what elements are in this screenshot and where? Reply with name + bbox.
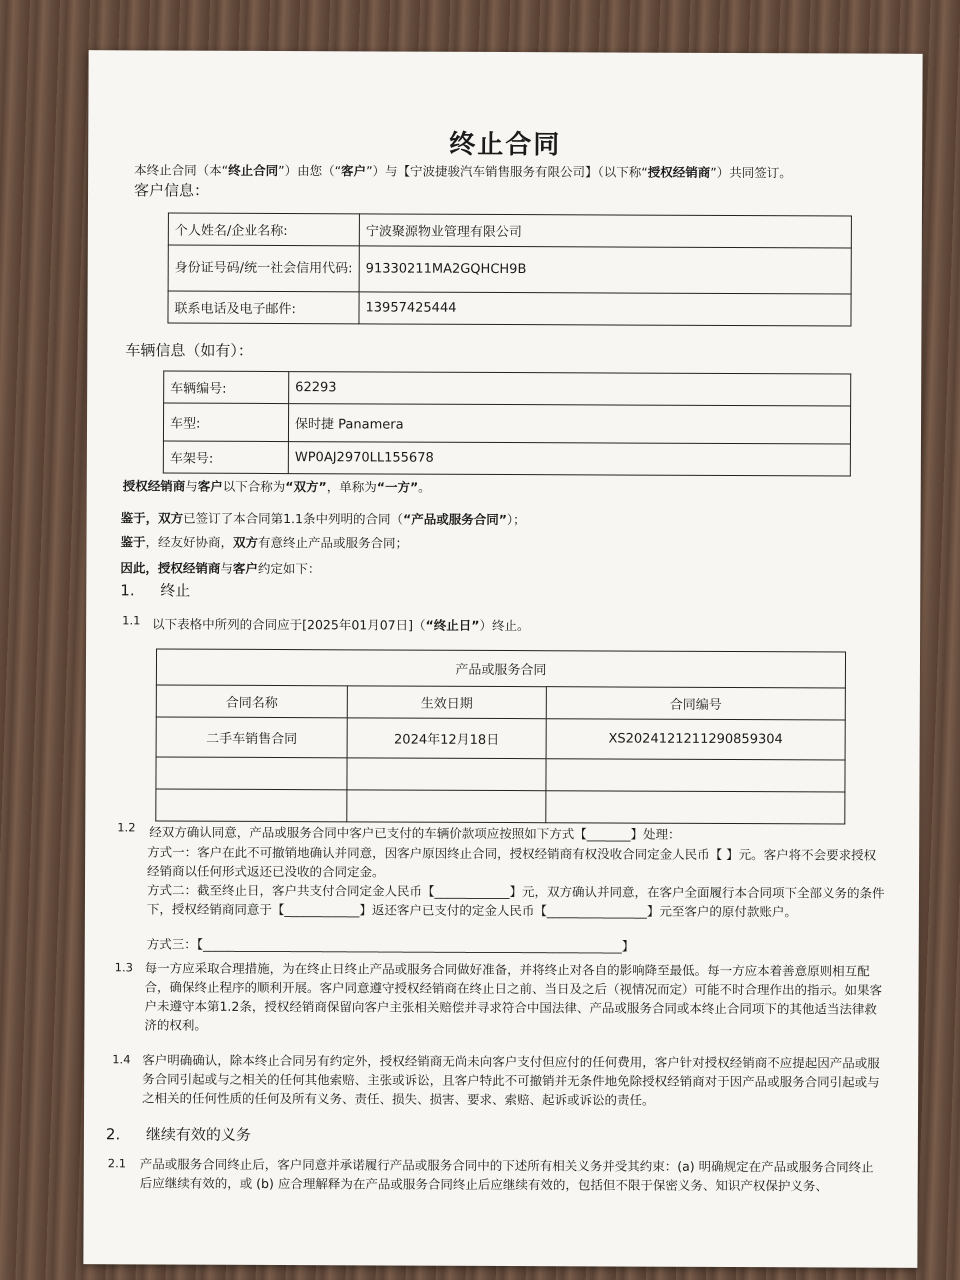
clause-number: 1.4 [112, 1052, 131, 1067]
therefore-line [120, 560, 320, 577]
section-1-number: 1. [120, 581, 135, 600]
page-title: 终止合同 [449, 129, 562, 161]
table-cell [156, 757, 347, 790]
table-cell: 二手车销售合同 [156, 717, 347, 758]
vehicle-value: WP0AJ2970LL155678 [288, 442, 850, 476]
intro-text: ”）由您（“ [278, 163, 342, 179]
whereas-1 [121, 510, 526, 528]
bold-term: 客户 [197, 478, 223, 494]
table-cell: XS2024121211290859304 [546, 719, 845, 760]
clause-2-1: 产品或服务合同终止后，客户同意并承诺履行产品或服务合同中的下述所有相关义务并受其约束：(a) 明确规定在产品或服务合同终止后应继续有效的，或 (b) 应合理解释为在产品或服务合同终止后应继续有效的，包括但不限于保密义务、知识产权保护义务、 [139, 1156, 874, 1194]
clause-number: 2.1 [107, 1156, 127, 1171]
clause-1-3: 每一方应采取合理措施，为在终止日终止产品或服务合同做好准备，并将终止对各自的影响降至最低。每一方应本着善意原则相互配合，确保终止程序的顺利开展。客户同意遵守授权经销商在终止日之前、当日及之后（视情况而定）可能不时合理作出的指示。如果客户未遵守本第1.2条，授权经销商保留向客户主张相关赔偿并寻求符合中国法律、产品或服务合同或本终止合同项下的其他适当法律救济的权利。 [144, 960, 883, 1033]
text-segment: 与 [220, 560, 233, 576]
text-segment: 。 [418, 479, 431, 495]
contract-table-caption: 产品或服务合同 [156, 649, 845, 688]
clause-1-2-way-2: 方式二：截至终止日，客户共支付合同定金人民币【____________】元，双方确认并同意，在客户全面履行本合同项下全部义务的条件下，授权经销商同意于【____________】返还客户已支付的定金人民币【________________】元至客户的原付款账户。 [146, 882, 885, 920]
vehicle-label: 车架号: [163, 441, 288, 474]
table-cell [546, 791, 845, 824]
clause-number: 1.2 [117, 820, 136, 835]
table-row [168, 213, 851, 248]
text-segment: ）； [506, 512, 526, 528]
clause-1-1 [152, 616, 529, 634]
customer-value: 宁波聚源物业管理有限公司 [359, 214, 851, 248]
clause-number: 1.1 [122, 613, 141, 628]
table-row [156, 717, 845, 760]
table-row [164, 371, 851, 406]
vehicle-value: 保时捷 Panamera [288, 404, 850, 444]
customer-value: 13957425444 [359, 292, 851, 326]
text-segment: 约定如下： [257, 560, 321, 577]
intro-bold: 终止合同 [228, 162, 279, 179]
table-cell [156, 789, 347, 822]
clause-1-2-way-3: 方式三：【___________________________________________________________________】 [146, 936, 635, 954]
bold-term: “一方” [376, 479, 419, 495]
intro-bold: 授权经销商 [647, 164, 711, 180]
table-row [168, 245, 851, 294]
bold-term: 授权经销商 [122, 478, 186, 494]
intro-text: 本终止合同（本“ [134, 162, 229, 178]
whereas-2 [120, 534, 408, 551]
vehicle-heading: 车辆信息（如有）： [125, 341, 253, 360]
column-header: 合同名称 [156, 685, 347, 718]
text-segment: 有意终止产品或服务合同； [258, 534, 409, 551]
intro-text: ”）与【宁波捷骏汽车销售服务有限公司】（以下称“ [366, 163, 648, 180]
section-2-title: 继续有效的义务 [145, 1125, 251, 1144]
vehicle-table [163, 371, 851, 477]
clause-number: 1.3 [114, 960, 133, 975]
table-row [163, 441, 850, 476]
vehicle-label: 车型: [163, 403, 288, 442]
clause-1-4: 客户明确确认，除本终止合同另有约定外，授权经销商无尚未向客户支付但应付的任何费用，客户针对授权经销商不应提起因产品或服务合同引起或与之相关的任何其他索赔、主张或诉讼，且客户特此不可撤销并无条件地免除授权经销商对于因产品或服务合同引起或与之相关的任何性质的任何及所有义务、责任、损失、损害、要求、索赔、起诉或诉讼的责任。 [142, 1052, 880, 1108]
customer-table [167, 213, 851, 327]
table-caption-row [156, 649, 845, 688]
vehicle-label: 车辆编号: [164, 371, 289, 404]
customer-label: 个人姓名/企业名称: [168, 213, 359, 246]
party-line [123, 478, 431, 495]
intro-bold: 客户 [341, 163, 367, 179]
text-segment: ，单称为 [326, 479, 377, 495]
bold-term: “终止日” [425, 617, 480, 633]
text-segment: 以下合称为 [222, 478, 286, 495]
table-row [156, 789, 845, 824]
customer-heading: 客户信息： [134, 181, 210, 200]
text-segment: 与 [185, 478, 198, 494]
table-row [156, 757, 845, 792]
contract-table [155, 648, 846, 824]
contract-page [83, 50, 922, 1268]
column-header: 生效日期 [347, 686, 546, 719]
table-cell [347, 758, 546, 791]
section-2-number: 2. [105, 1125, 121, 1144]
bold-term: “产品或服务合同” [402, 511, 507, 528]
table-cell [347, 790, 546, 823]
table-row [163, 403, 850, 444]
text-segment: ）终止。 [479, 617, 530, 634]
intro-line [134, 162, 792, 181]
column-header: 合同编号 [546, 687, 845, 720]
bold-term: 鉴于 [120, 534, 146, 550]
bold-term: 客户 [232, 560, 258, 576]
table-header-row [156, 685, 845, 720]
customer-value: 91330211MA2GQHCH9B [359, 246, 851, 294]
bold-term: 双方 [233, 534, 259, 550]
bold-term: “双方” [285, 479, 327, 495]
text-segment: 以下表格中所列的合同应于[2025年01月07日]（ [152, 616, 426, 633]
table-cell: 2024年12月18日 [347, 718, 546, 759]
table-row [168, 291, 851, 326]
bold-term: 因此，授权经销商 [120, 560, 221, 576]
bold-term: 鉴于，双方 [120, 510, 184, 526]
text-segment: ，经友好协商， [145, 534, 234, 550]
intro-text: ”）共同签订。 [710, 164, 792, 181]
clause-1-2-way-1: 方式一：客户在此不可撤销地确认并同意，因客户原因终止合同，授权经销商有权没收合同定金人民币【 】元。客户将不会要求授权经销商以任何形式返还已没收的合同定金。 [147, 844, 877, 880]
clause-1-2-line: 经双方确认同意，产品或服务合同中客户已支付的车辆价款项应按照如下方式【_______】处理： [149, 824, 681, 842]
text-segment: 已签订了本合同第1.1条中列明的合同（ [183, 510, 404, 527]
customer-label: 联系电话及电子邮件: [168, 291, 359, 324]
vehicle-value: 62293 [289, 372, 851, 406]
table-cell [546, 759, 845, 792]
section-1-title: 终止 [160, 581, 191, 600]
customer-label: 身份证号码/统一社会信用代码: [168, 245, 359, 292]
